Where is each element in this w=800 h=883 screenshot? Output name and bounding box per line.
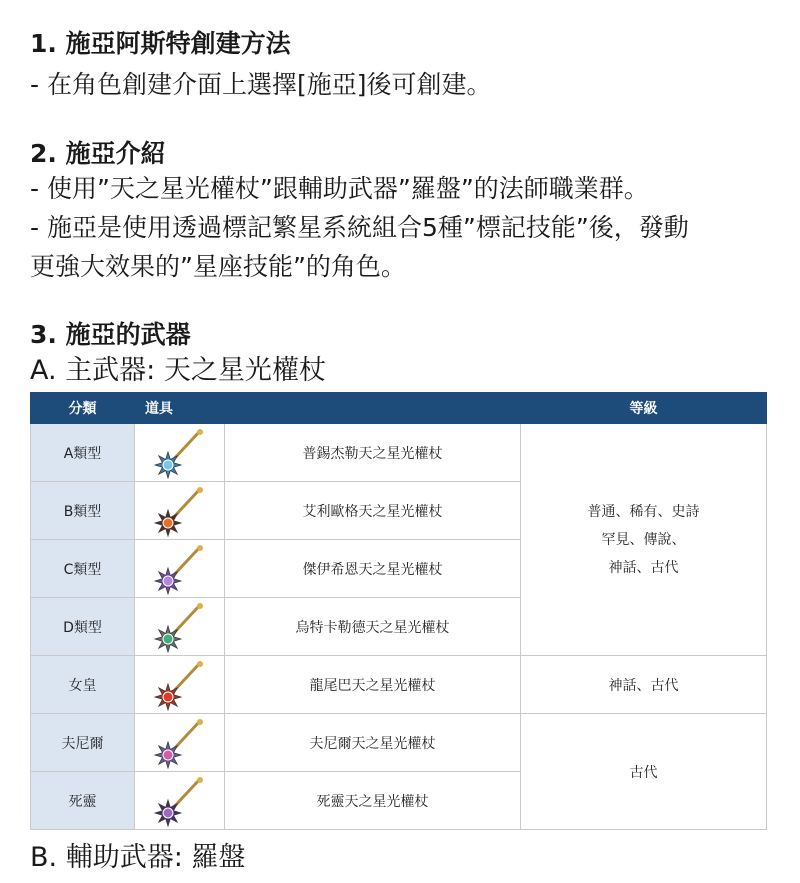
header-item: 道具 (135, 393, 521, 424)
staff-icon (135, 656, 225, 714)
row-type: 死靈 (31, 772, 135, 830)
section-2-heading: 2. 施亞介紹 (30, 139, 166, 168)
staff-icon-graphic (150, 717, 210, 769)
staff-icon-graphic (150, 775, 210, 827)
row-item-name: 烏特卡勒德天之星光權杖 (225, 598, 521, 656)
row-type: 女皇 (31, 656, 135, 714)
section-3-heading: 3. 施亞的武器 (30, 320, 191, 349)
table-header-row (31, 393, 767, 424)
staff-icon (135, 540, 225, 598)
staff-icon-graphic (150, 601, 210, 653)
table-row (31, 424, 767, 482)
staff-icon (135, 424, 225, 482)
header-grade: 等級 (521, 393, 767, 424)
row-item-name: 夫尼爾天之星光權杖 (225, 714, 521, 772)
staff-icon (135, 598, 225, 656)
row-item-name: 普錫杰勒天之星光權杖 (225, 424, 521, 482)
table-row (31, 656, 767, 714)
sub-weapon-subheading: B. 輔助武器: 羅盤 (30, 842, 246, 873)
row-type: A類型 (31, 424, 135, 482)
grade-group-1-line-3: 神話、古代 (608, 559, 679, 576)
section-2-line-1: - 使用”天之星光權杖”跟輔助武器”羅盤”的法師職業群。 (30, 174, 649, 203)
staff-icon-graphic (150, 543, 210, 595)
grade-group-1-line-1: 普通、稀有、史詩 (587, 503, 700, 520)
grade-group-3: 古代 (521, 714, 767, 830)
staff-icon-graphic (150, 427, 210, 479)
row-item-name: 艾利歐格天之星光權杖 (225, 482, 521, 540)
weapon-table (30, 392, 767, 830)
header-category: 分類 (31, 393, 135, 424)
staff-icon (135, 714, 225, 772)
row-type: B類型 (31, 482, 135, 540)
row-item-name: 龍尾巴天之星光權杖 (225, 656, 521, 714)
row-type: C類型 (31, 540, 135, 598)
row-item-name: 傑伊希恩天之星光權杖 (225, 540, 521, 598)
staff-icon (135, 772, 225, 830)
section-1-text: - 在角色創建介面上選擇[施亞]後可創建。 (30, 70, 492, 99)
section-2-line-3: 更強大效果的”星座技能”的角色。 (30, 252, 406, 281)
staff-icon (135, 482, 225, 540)
staff-icon-graphic (150, 659, 210, 711)
grade-group-2: 神話、古代 (521, 656, 767, 714)
section-1-heading: 1. 施亞阿斯特創建方法 (30, 29, 291, 58)
row-item-name: 死靈天之星光權杖 (225, 772, 521, 830)
table-row (31, 714, 767, 772)
row-type: D類型 (31, 598, 135, 656)
grade-group-1-line-2: 罕見、傳說、 (601, 531, 686, 548)
row-type: 夫尼爾 (31, 714, 135, 772)
staff-icon-graphic (150, 485, 210, 537)
grade-group-1 (521, 424, 767, 656)
section-2-line-2: - 施亞是使用透過標記繁星系統組合5種”標記技能”後，發動 (30, 213, 689, 242)
main-weapon-subheading: A. 主武器: 天之星光權杖 (30, 355, 326, 386)
